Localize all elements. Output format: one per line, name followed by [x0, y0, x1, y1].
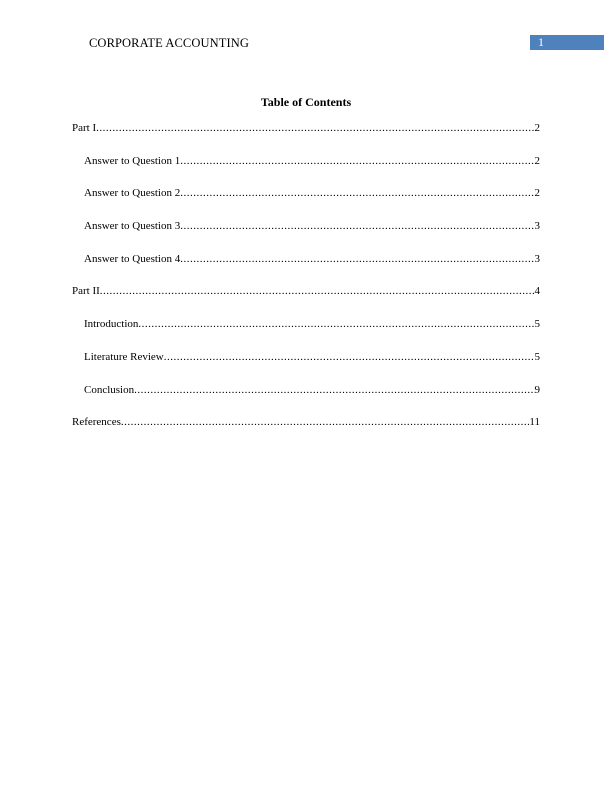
toc-dot-leader — [180, 253, 534, 265]
toc-dot-leader — [138, 318, 534, 330]
toc-entry-page: 3 — [534, 220, 540, 233]
toc-dot-leader — [180, 187, 534, 199]
toc-entry-label: Part I — [72, 122, 97, 134]
toc-entry-label: Conclusion — [84, 383, 135, 396]
toc-entry-part-i[interactable] — [72, 122, 540, 155]
table-of-contents — [72, 122, 540, 449]
toc-entry-page: 2 — [534, 187, 540, 200]
toc-entry-label: Answer to Question 2 — [84, 187, 181, 200]
toc-entry-conclusion[interactable] — [72, 384, 540, 417]
toc-entry-page: 5 — [534, 350, 540, 363]
toc-entry-label: Literature Review — [84, 350, 164, 363]
toc-entry-page: 2 — [534, 154, 540, 167]
running-head: CORPORATE ACCOUNTING — [89, 36, 250, 50]
toc-entry-label: Answer to Question 4 — [84, 252, 181, 265]
toc-title: Table of Contents — [260, 95, 352, 109]
toc-entry-page: 9 — [534, 383, 540, 396]
toc-dot-leader — [180, 220, 534, 232]
toc-dot-leader — [164, 351, 535, 363]
toc-dot-leader — [100, 285, 535, 297]
toc-entry-references[interactable] — [72, 416, 540, 449]
toc-entry-answer-q4[interactable] — [72, 253, 540, 286]
toc-entry-label: Introduction — [84, 318, 139, 331]
toc-entry-answer-q2[interactable] — [72, 187, 540, 220]
toc-entry-answer-q3[interactable] — [72, 220, 540, 253]
toc-entry-page: 11 — [529, 416, 540, 429]
toc-dot-leader — [121, 416, 530, 428]
page-number: 1 — [530, 35, 604, 50]
toc-entry-part-ii[interactable] — [72, 285, 540, 318]
toc-dot-leader — [96, 122, 534, 134]
toc-entry-label: Part II — [72, 285, 100, 298]
toc-entry-label: Answer to Question 1 — [84, 154, 181, 167]
toc-entry-page: 2 — [534, 122, 540, 134]
toc-entry-page: 3 — [534, 252, 540, 265]
toc-entry-label: References — [72, 416, 121, 429]
toc-entry-literature-review[interactable] — [72, 351, 540, 384]
toc-dot-leader — [180, 155, 534, 167]
toc-entry-introduction[interactable] — [72, 318, 540, 351]
toc-entry-answer-q1[interactable] — [72, 155, 540, 188]
toc-entry-label: Answer to Question 3 — [84, 220, 181, 233]
toc-entry-page: 5 — [534, 318, 540, 331]
page-header — [0, 34, 612, 52]
toc-entry-page: 4 — [534, 285, 540, 298]
toc-dot-leader — [134, 384, 534, 396]
